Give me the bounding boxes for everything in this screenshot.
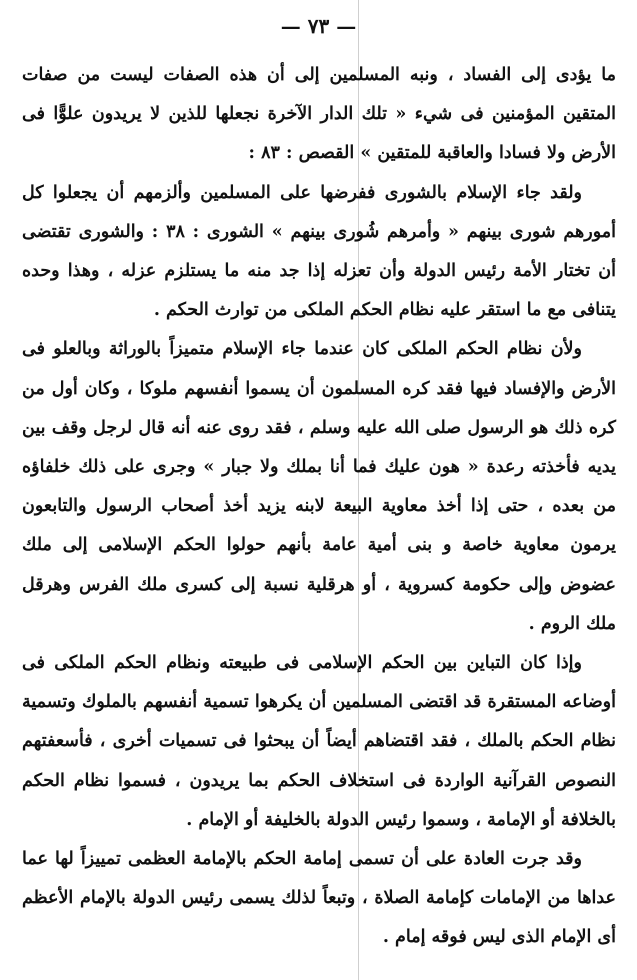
paragraph-5: وقد جرت العادة على أن تسمى إمامة الحكم بالإمامة العظمى تمييزاً لها عما عداها من الإمامات كإمامة الصلاة ، وتبعاً لذلك يسمى رئيس الدولة بالإمام الأعظم أى الإمام الذى ليس فوقه إمام . xyxy=(22,849,616,948)
paragraph-2: ولقد جاء الإسلام بالشورى ففرضها على المسلمين وألزمهم أن يجعلوا كل أمورهم شورى بينهم « وأمرهم شُورى بينهم » الشورى : ٣٨ : والشورى تقتضى أن تختار الأمة رئيس الدولة وأن تعزله إذا جد منه ما يستلزم عزله ، وهذا وحده يتنافى مع ما استقر عليه نظام الحكم الملكى من توارث الحكم . xyxy=(22,182,616,321)
body-text xyxy=(22,56,616,958)
page-number: — ٧٣ — xyxy=(280,14,357,38)
paragraph-1: ما يؤدى إلى الفساد ، ونبه المسلمين إلى أن هذه الصفات ليست من صفات المتقين المؤمنين فى شيء « تلك الدار الآخرة نجعلها للذين لا يريدون علوًّا فى الأرض ولا فسادا والعاقبة للمتقين » القصص : ٨٣ : xyxy=(22,65,616,164)
paragraph-4: وإذا كان التباين بين الحكم الإسلامى فى طبيعته ونظام الحكم الملكى فى أوضاعه المستقرة قد اقتضى المسلمين أن يكرهوا تسمية أنفسهم بالملوك وتسمية نظام الحكم بالملك ، فقد اقتضاهم أيضاً أن يبحثوا فى تسميات أخرى ، فأسعفتهم النصوص القرآنية الواردة فى استخلاف الحكم بما يريدون ، فسموا نظام الحكم بالخلافة أو الإمامة ، وسموا رئيس الدولة بالخليفة أو الإمام . xyxy=(22,653,616,830)
paragraph-3: ولأن نظام الحكم الملكى كان عندما جاء الإسلام متميزاً بالوراثة وبالعلو فى الأرض والإفساد فيها فقد كره المسلمون أن يسموا أنفسهم ملوكا ، وكان أول من كره ذلك هو الرسول صلى الله عليه وسلم ، فقد روى عنه أنه قال لرجل وقف بين يديه فأخذته رعدة « هون عليك فما أنا بملك ولا جبار » وجرى على ذلك خلفاؤه من بعده ، حتى إذا أخذ معاوية البيعة لابنه يزيد أخذ أصحاب الرسول والتابعون يرمون معاوية خاصة و بنى أمية عامة بأنهم حولوا الحكم الإسلامى إلى ملك عضوض وإلى حكومة كسروية ، أو هرقلية نسبة إلى كسرى ملك الفرس وهرقل ملك الروم . xyxy=(22,339,616,634)
